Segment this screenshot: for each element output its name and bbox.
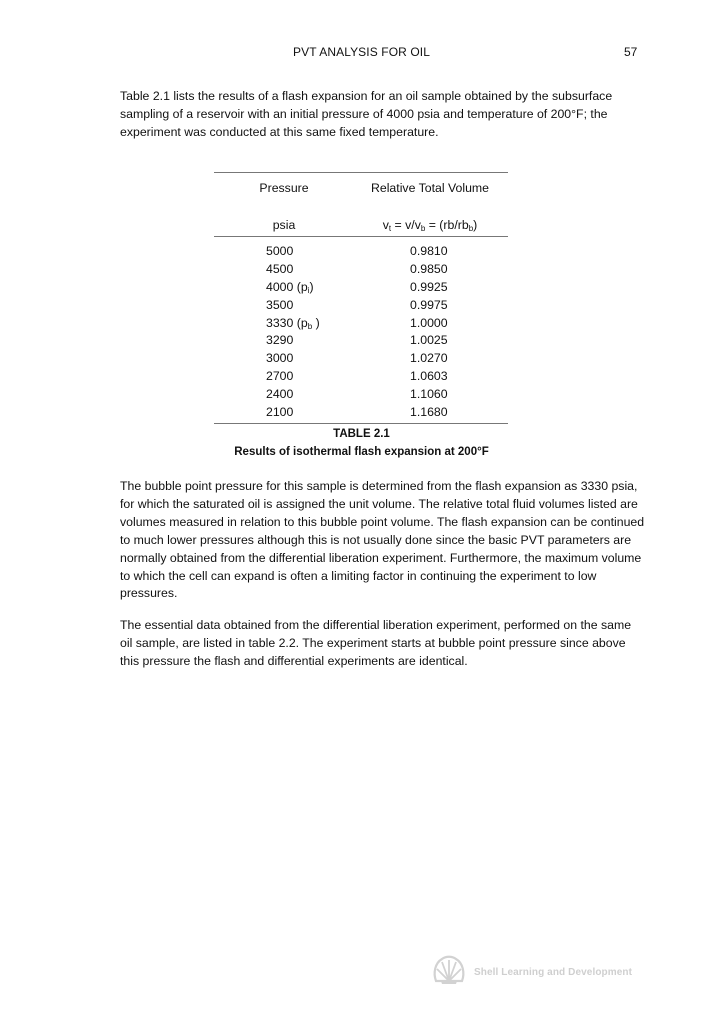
pressure-cell: 3290 <box>266 333 294 348</box>
volume-column-header: Relative Total Volume <box>370 181 490 195</box>
page-number: 57 <box>624 45 638 59</box>
pressure-cell: 2700 <box>266 369 294 384</box>
bubble-point-paragraph: The bubble point pressure for this sample is determined from the flash expansion as 3330 psia, for which the saturated oil is assigned the unit volume. The relative total fluid volumes listed are volumes measured in relation to this bubble point volume. The flash expansion can be continued to much lower pressures although this is not usually done since the basic PVT parameters are normally obtained from the differential liberation experiment. Furthermore, the maximum volume to which the cell can expand is often a limiting factor in continuing the experiment to low pressures. <box>120 479 645 601</box>
table-body <box>214 243 508 422</box>
table-row <box>214 404 508 422</box>
table-row <box>214 350 508 368</box>
table-row <box>214 261 508 279</box>
pressure-cell: 3000 <box>266 351 294 366</box>
table-top-rule <box>214 172 508 173</box>
pressure-cell: 4500 <box>266 261 294 276</box>
table-row <box>214 332 508 350</box>
footer-brand-text: Shell Learning and Development <box>474 967 633 978</box>
volume-cell: 1.0603 <box>410 369 448 384</box>
volume-cell: 0.9975 <box>410 297 448 312</box>
volume-cell: 1.1680 <box>410 405 448 420</box>
volume-cell: 1.0000 <box>410 315 448 330</box>
pressure-cell: 3330 ($p_b$ ) <box>266 315 320 331</box>
volume-cell: 0.9925 <box>410 279 448 294</box>
table-row <box>214 315 508 333</box>
volume-cell: 0.9850 <box>410 261 448 276</box>
table-caption-text: Results of isothermal flash expansion at 200°F <box>234 446 489 458</box>
pressure-column-header: Pressure <box>259 181 309 195</box>
pressure-cell: 2400 <box>266 387 294 402</box>
table-row <box>214 279 508 297</box>
volume-cell: 1.0270 <box>410 351 448 366</box>
volume-formula-header: $v_t = v/v_b = (rb/rb_b)$ <box>382 218 478 233</box>
table-header-rule <box>214 236 508 237</box>
table-row <box>214 243 508 261</box>
shell-logo-icon <box>432 955 466 985</box>
pressure-cell: 5000 <box>266 244 294 258</box>
volume-cell: 1.0025 <box>410 333 448 348</box>
running-title: PVT ANALYSIS FOR OIL <box>293 45 430 59</box>
table-row <box>214 297 508 315</box>
pressure-cell: 4000 $(p_i)$ <box>266 279 314 295</box>
volume-cell: 0.9810 <box>410 244 448 258</box>
table-row <box>214 368 508 386</box>
pressure-cell: 3500 <box>266 297 294 312</box>
table-caption-label: TABLE 2.1 <box>333 428 390 440</box>
table-row <box>214 386 508 404</box>
intro-paragraph: Table 2.1 lists the results of a flash expansion for an oil sample obtained by the subsurface sampling of a reservoir with an initial pressure of 4000 psia and temperature of 200°F; the experiment was conducted at this same fixed temperature. <box>120 89 613 139</box>
table-bottom-rule <box>214 423 508 424</box>
pressure-unit-header: psia <box>272 218 296 232</box>
volume-cell: 1.1060 <box>410 387 448 402</box>
pressure-cell: 2100 <box>266 405 294 420</box>
differential-liberation-paragraph: The essential data obtained from the differential liberation experiment, performed on the same oil sample, are listed in table 2.2. The experiment starts at bubble point pressure since above this pressure the flash and differential experiments are identical. <box>120 618 632 668</box>
